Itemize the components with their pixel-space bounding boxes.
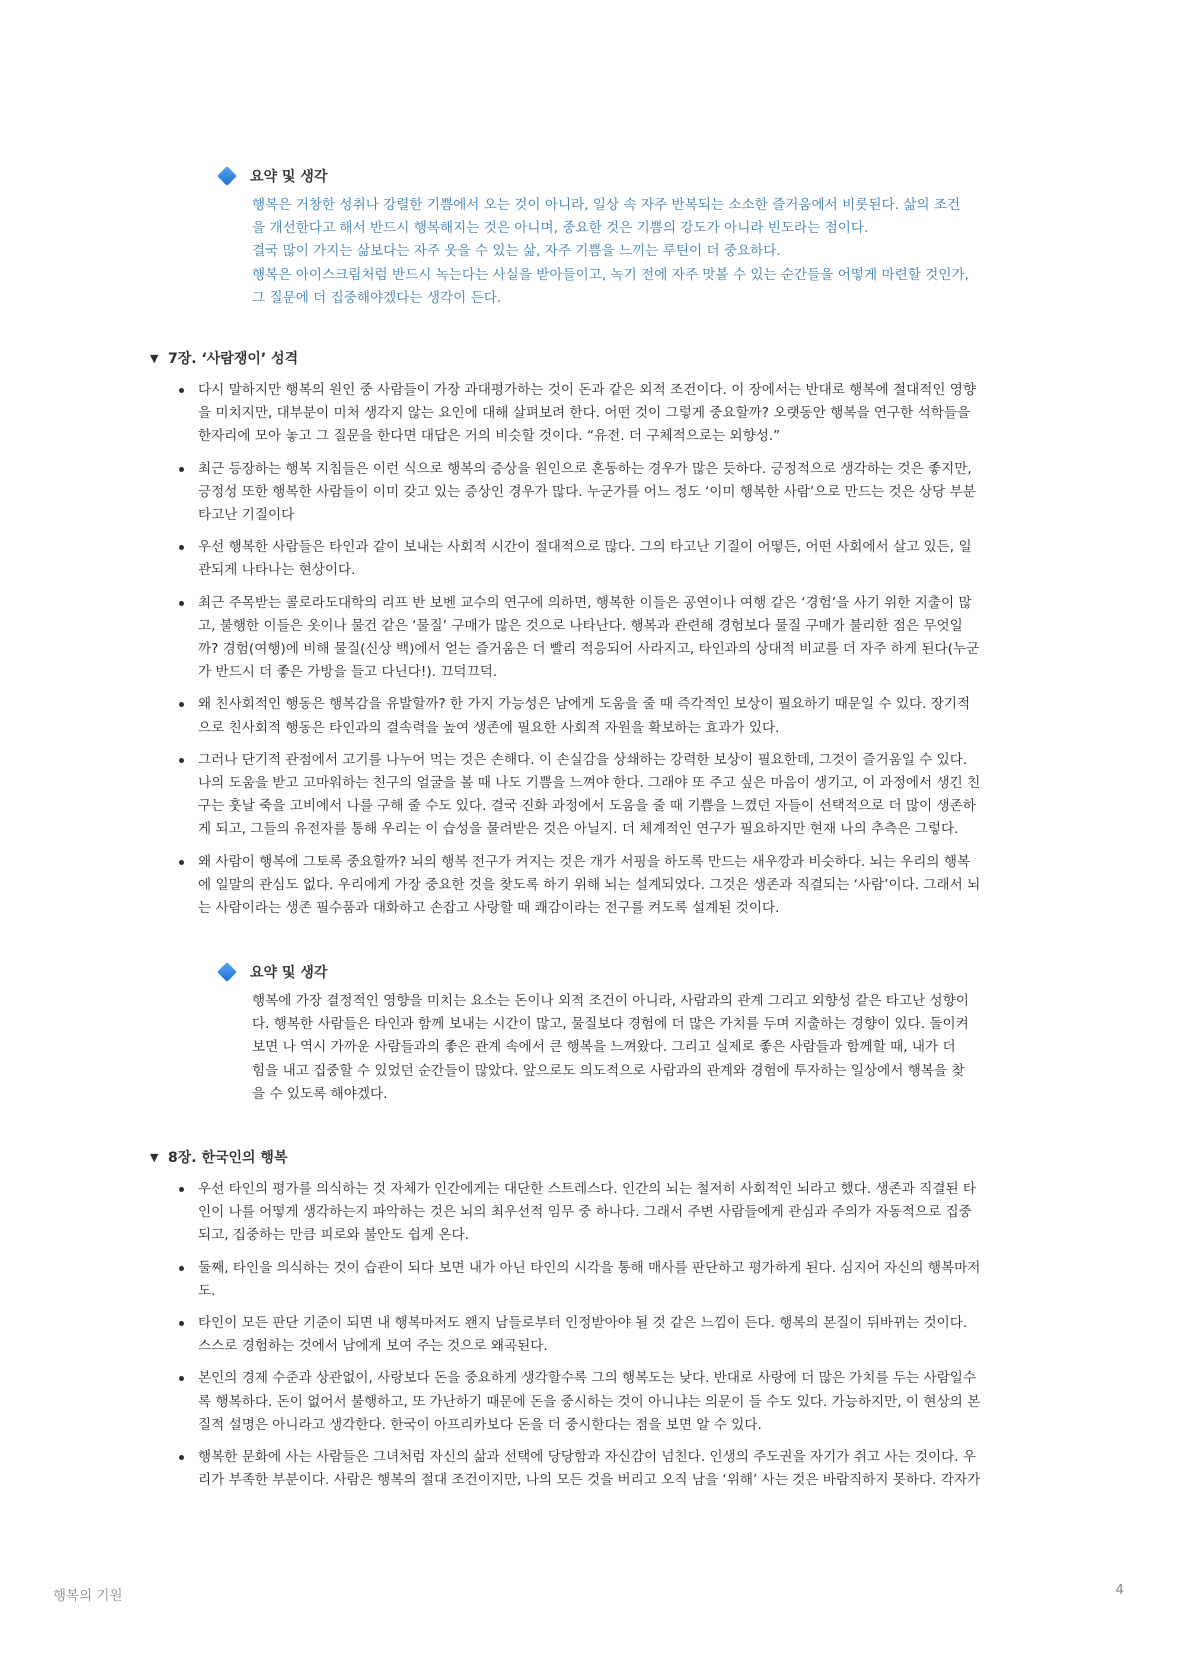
bullet-dot-icon	[179, 467, 184, 472]
bullet-dot-icon	[179, 545, 184, 550]
list-item-line: 게 되고, 그들의 유전자를 통해 우리는 이 습성을 물려받은 것은 아닐지. 더 체계적인 연구가 필요하지만 현재 나의 추측은 그렇다.	[198, 821, 959, 838]
list-item-line: 그러나 단기적 관점에서 고기를 나누어 먹는 것은 손해다. 이 손실감을 상쇄하는 강력한 보상이 필요한데, 그것이 즐거움일 수 있다.	[198, 751, 968, 768]
bullet-dot-icon	[179, 1455, 184, 1460]
list-item-line: 최근 등장하는 행복 지침들은 이런 식으로 행복의 증상을 원인으로 혼동하는 경우가 많은 듯하다. 긍정적으로 생각하는 것은 좋지만,	[198, 460, 972, 477]
blue-diamond-icon	[217, 962, 237, 982]
list-item	[150, 851, 1050, 921]
list-item-line: 인이 나를 어떻게 생각하는지 파악하는 것은 뇌의 최우선적 임무 중 하나다. 그래서 주변 사람들에게 관심과 주의가 자동적으로 집중	[198, 1204, 972, 1221]
list-item-line: 타인이 모든 판단 기준이 되면 내 행복마저도 왠지 남들로부터 인정받아야 될 것 같은 느낌이 든다. 행복의 본질이 뒤바뀌는 것이다.	[198, 1315, 968, 1332]
callout-line: 행복에 가장 결정적인 영향을 미치는 요소는 돈이나 외적 조건이 아니라, 사람과의 관계 그리고 외향성 같은 타고난 성향이	[252, 993, 969, 1009]
list-item-line: 우선 행복한 사람들은 타인과 같이 보내는 사회적 시간이 절대적으로 많다. 그의 타고난 기질이 어떻든, 어떤 사회에서 살고 있든, 일	[198, 539, 972, 556]
list-item	[150, 1257, 1050, 1303]
list-item-line: 나의 도움을 받고 고마워하는 친구의 얼굴을 볼 때 나도 기쁨을 느껴야 한다. 그래야 또 주고 싶은 마음이 생기고, 이 과정에서 생긴 친	[198, 775, 981, 792]
footer-page-number: 4	[1115, 1582, 1124, 1598]
callout-line: 힘을 내고 집중할 수 있었던 순간들이 많았다. 앞으로도 의도적으로 사람과의 관계와 경험에 투자하는 일상에서 행복을 찾	[252, 1062, 965, 1079]
chapter-7-toggle-header[interactable]	[150, 346, 1050, 370]
blue-diamond-icon	[217, 166, 237, 186]
list-item	[150, 592, 1050, 685]
callout-line: 행복은 거창한 성취나 강렬한 기쁨에서 오는 것이 아니라, 일상 속 자주 반복되는 소소한 즐거움에서 비롯된다. 삶의 조건	[252, 197, 961, 213]
list-item	[150, 749, 1050, 842]
chapter-8-title: 8장. 한국인의 행복	[168, 1150, 288, 1166]
list-item-line: 되고, 집중하는 만큼 피로와 불안도 쉽게 온다.	[198, 1227, 469, 1244]
list-item-line: 는 사람이라는 생존 필수품과 대화하고 손잡고 사랑할 때 쾌감이라는 전구를 켜도록 설계된 것이다.	[198, 900, 780, 917]
list-item-line: 으로 친사회적 행동은 타인과의 결속력을 높여 생존에 필요한 사회적 자원을 확보하는 효과가 있다.	[198, 719, 780, 736]
list-item-line: 질적 설명은 아니라고 생각한다. 한국이 아프리카보다 돈을 더 중시한다는 점을 보면 알 수 있다.	[198, 1416, 762, 1433]
list-item-line: 록 행복하다. 돈이 없어서 불행하고, 또 가난하기 때문에 돈을 중시하는 것이 아니냐는 의문이 들 수도 있다. 가능하지만, 이 현상의 본	[198, 1393, 981, 1410]
list-item-line: 관되게 나타나는 현상이다.	[198, 562, 356, 579]
list-item-line: 을 미치지만, 대부분이 미처 생각지 않는 요인에 대해 살펴보려 한다. 어떤 것이 그렇게 중요할까? 오랫동안 행복을 연구한 석학들을	[198, 405, 971, 422]
list-item	[150, 1178, 1050, 1248]
toggle-triangle-icon[interactable]: ▼	[150, 1150, 159, 1164]
list-item-line: 타고난 기질이다	[198, 507, 295, 524]
toggle-triangle-icon[interactable]: ▼	[150, 351, 159, 365]
chapter-8-toggle	[150, 1145, 1050, 1492]
callout-line: 을 개선한다고 해서 반드시 행복해지는 것은 아니며, 중요한 것은 기쁨의 강도가 아니라 빈도라는 점이다.	[252, 220, 869, 237]
bullet-dot-icon	[179, 388, 184, 393]
list-item-line: 스스로 경험하는 것에서 남에게 보여 주는 것으로 왜곡된다.	[198, 1338, 548, 1355]
list-item-line: 왜 사람이 행복에 그토록 중요할까? 뇌의 행복 전구가 켜지는 것은 개가 서핑을 하도록 만드는 새우깡과 비슷하다. 뇌는 우리의 행복	[198, 853, 971, 870]
list-item-line: 본인의 경제 수준과 상관없이, 사랑보다 돈을 중요하게 생각할수록 그의 행복도는 낮다. 반대로 사랑에 더 많은 가치를 두는 사람일수	[198, 1370, 977, 1387]
callout-line: 다. 행복한 사람들은 타인과 함께 보내는 시간이 많고, 물질보다 경험에 더 많은 가치를 두며 지출하는 경향이 있다. 돌이켜	[252, 1016, 969, 1033]
list-item	[150, 1446, 1050, 1492]
list-item-line: 둘째, 타인을 의식하는 것이 습관이 되다 보면 내가 아닌 타인의 시각을 통해 매사를 판단하고 평가하게 된다. 심지어 자신의 행복마저	[198, 1259, 981, 1276]
list-item-line: 에 일말의 관심도 없다. 우리에게 가장 중요한 것을 찾도록 하기 위해 뇌는 설계되었다. 그것은 생존과 직결되는 ‘사람’이다. 그래서 뇌	[198, 876, 981, 893]
list-item-line: 까? 경험(여행)에 비해 물질(신상 백)에서 얻는 즐거움은 더 빨리 적응되어 사라지고, 타인과의 상대적 비교를 더 자주 하게 된다(누군	[198, 641, 980, 658]
chapter-8-bullet-list	[150, 1178, 1050, 1492]
list-item-line: 행복한 문화에 사는 사람들은 그녀처럼 자신의 삶과 선택에 당당함과 자신감이 넘친다. 인생의 주도권을 자기가 쥐고 사는 것이다. 우	[198, 1449, 977, 1466]
callout-body	[252, 990, 1035, 1106]
list-item	[150, 693, 1050, 739]
list-item	[150, 536, 1050, 582]
callout-line: 행복은 아이스크림처럼 반드시 녹는다는 사실을 받아들이고, 녹기 전에 자주 맛볼 수 있는 순간들을 어떻게 마련할 것인가,	[252, 266, 969, 283]
list-item-line: 가 반드시 더 좋은 가방을 들고 다닌다!). 끄덕끄덕.	[198, 664, 498, 681]
list-item	[150, 379, 1050, 449]
callout-body	[252, 194, 1035, 310]
callout-header	[215, 164, 1035, 188]
footer-document-title: 행복의 기원	[53, 1588, 123, 1604]
list-item-line: 한자리에 모아 놓고 그 질문을 한다면 대답은 거의 비슷할 것이다. “유전. 더 구체적으로는 외향성.”	[198, 428, 781, 445]
summary-callout-2	[215, 960, 1035, 1106]
chapter-8-toggle-header[interactable]	[150, 1145, 1050, 1169]
list-item	[150, 1367, 1050, 1437]
list-item-line: 고, 불행한 이들은 옷이나 물건 같은 ‘물질’ 구매가 많은 것으로 나타난다. 행복과 관련해 경험보다 물질 구매가 불리한 점은 무엇일	[198, 617, 963, 634]
callout-line: 결국 많이 가지는 삶보다는 자주 웃을 수 있는 삶, 자주 기쁨을 느끼는 루틴이 더 중요하다.	[252, 243, 781, 260]
callout-line: 보면 나 역시 가까운 사람들과의 좋은 관계 속에서 큰 행복을 느껴왔다. 그리고 실제로 좋은 사람들과 함께할 때, 내가 더	[252, 1039, 956, 1056]
list-item-line: 도.	[198, 1282, 216, 1299]
bullet-dot-icon	[179, 860, 184, 865]
list-item-line: 왜 친사회적인 행동은 행복감을 유발할까? 한 가지 가능성은 남에게 도움을 줄 때 즉각적인 보상이 필요하기 때문일 수 있다. 장기적	[198, 696, 971, 713]
callout-title: 요약 및 생각	[250, 965, 328, 981]
bullet-dot-icon	[179, 601, 184, 606]
list-item-line: 다시 말하지만 행복의 원인 중 사람들이 가장 과대평가하는 것이 돈과 같은 외적 조건이다. 이 장에서는 반대로 행복에 절대적인 영향	[198, 382, 977, 398]
callout-line: 을 수 있도록 해야겠다.	[252, 1085, 388, 1102]
list-item	[150, 458, 1050, 528]
bullet-dot-icon	[179, 1321, 184, 1326]
list-item	[150, 1312, 1050, 1358]
bullet-dot-icon	[179, 702, 184, 707]
list-item-line: 우선 타인의 평가를 의식하는 것 자체가 인간에게는 대단한 스트레스다. 인간의 뇌는 철저히 사회적인 뇌라고 했다. 생존과 직결된 타	[198, 1181, 977, 1197]
callout-title: 요약 및 생각	[250, 169, 328, 185]
bullet-dot-icon	[179, 1187, 184, 1192]
chapter-7-title: 7장. ‘사람쟁이’ 성격	[168, 351, 299, 367]
callout-header	[215, 960, 1035, 984]
list-item-line: 리가 부족한 부분이다. 사람은 행복의 절대 조건이지만, 나의 모든 것을 버리고 오직 남을 ‘위해’ 사는 것은 바람직하지 못하다. 각자가	[198, 1472, 981, 1489]
chapter-7-bullet-list	[150, 379, 1050, 920]
bullet-dot-icon	[179, 758, 184, 763]
callout-line: 그 질문에 더 집중해야겠다는 생각이 든다.	[252, 289, 502, 306]
bullet-dot-icon	[179, 1266, 184, 1271]
summary-callout-1	[215, 164, 1035, 310]
bullet-dot-icon	[179, 1376, 184, 1381]
list-item-line: 긍정성 또한 행복한 사람들이 이미 갖고 있는 증상인 경우가 많다. 누군가를 어느 정도 ‘이미 행복한 사람’으로 만드는 것은 상당 부분	[198, 483, 976, 500]
chapter-7-toggle	[150, 346, 1050, 920]
list-item-line: 최근 주목받는 콜로라도대학의 리프 반 보벤 교수의 연구에 의하면, 행복한 이들은 공연이나 여행 같은 ‘경험’을 사기 위한 지출이 많	[198, 594, 972, 611]
list-item-line: 구는 훗날 죽을 고비에서 나를 구해 줄 수도 있다. 결국 진화 과정에서 도움을 줄 때 기쁨을 느꼈던 자들이 선택적으로 더 많이 생존하	[198, 798, 976, 815]
